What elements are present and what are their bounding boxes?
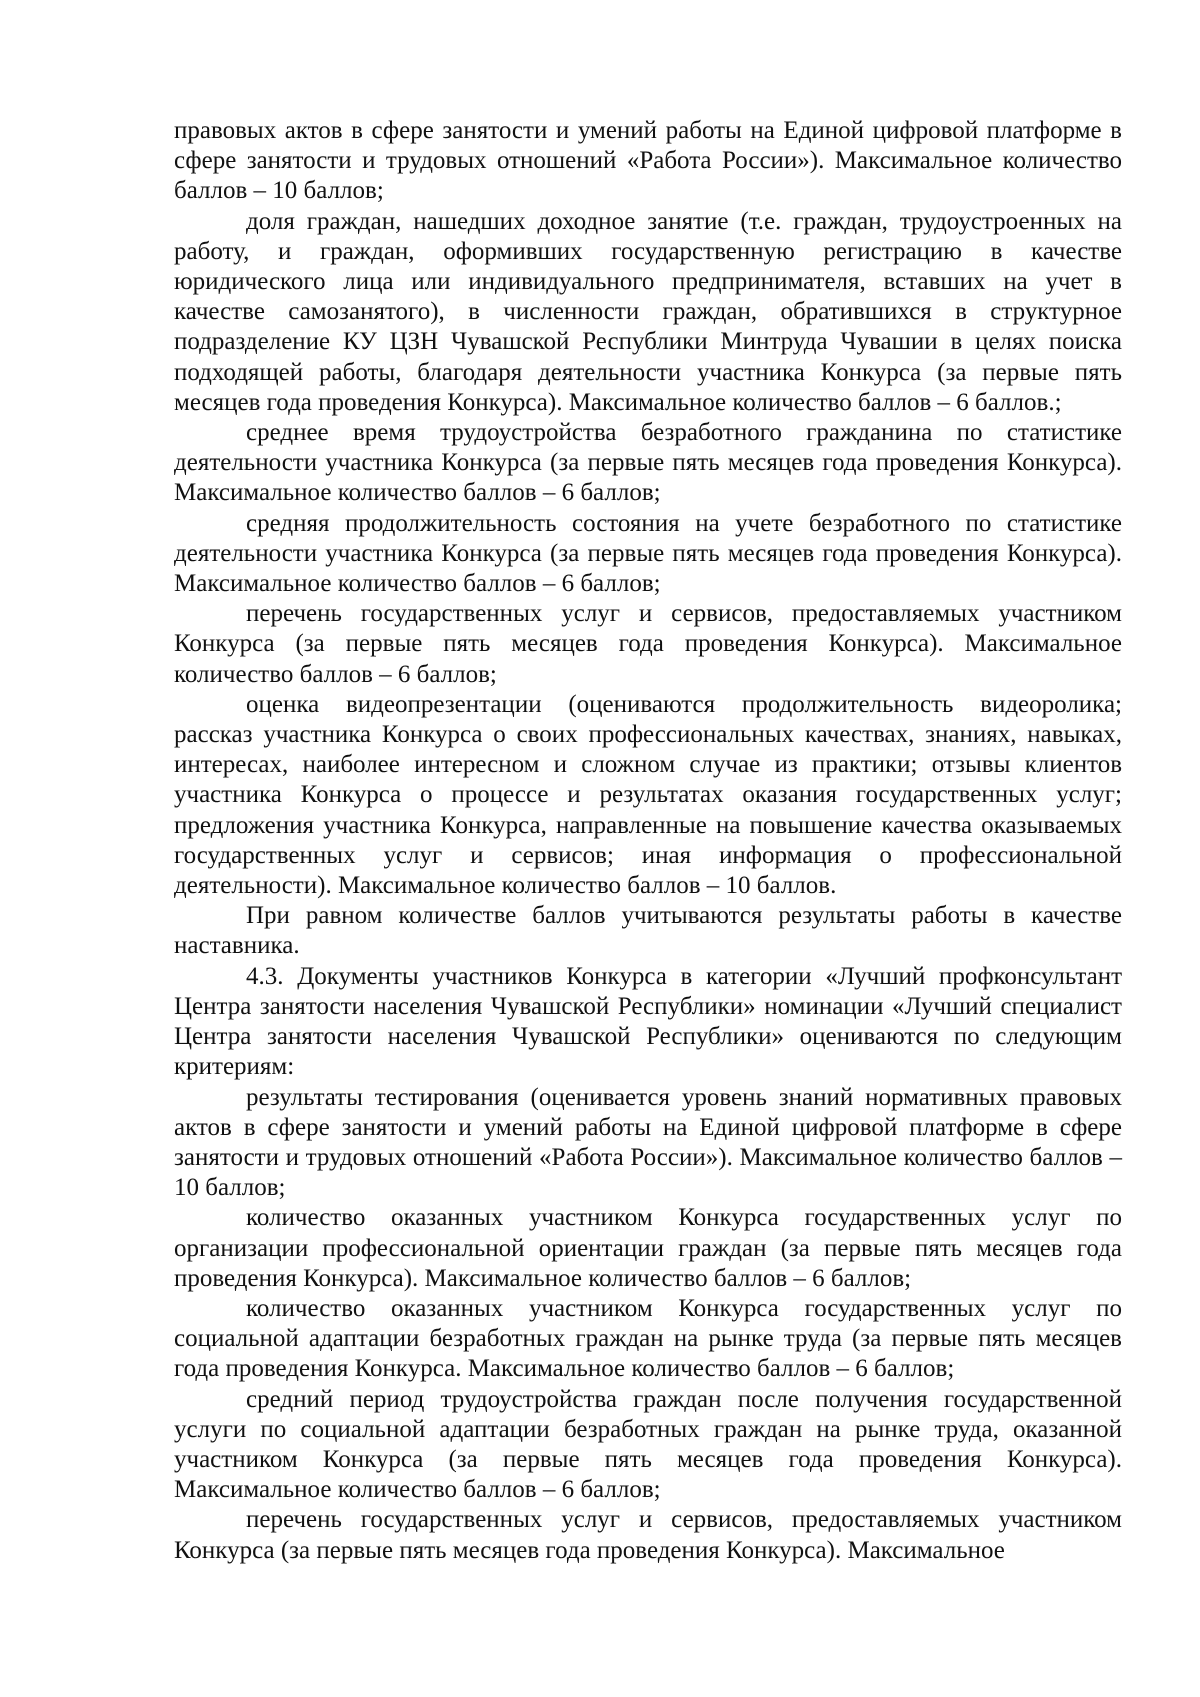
paragraph-social-adaptation-services: количество оказанных участником Конкурса государственных услуг по социальной адаптации безработных граждан на рынке труда (за первые пять месяцев года проведения Конкурса. Максимальное количество баллов – 6 баллов; bbox=[174, 1294, 1122, 1383]
paragraph-section-4-3: 4.3. Документы участников Конкурса в категории «Лучший профконсультант Центра занятости населения Чувашской Республики» номинации «Лучший специалист Центра занятости населения Чувашской Республики» оцениваются по следующим критериям: bbox=[174, 962, 1122, 1081]
paragraph-career-guidance-services: количество оказанных участником Конкурса государственных услуг по организации профессиональной ориентации граждан (за первые пять месяцев года проведения Конкурса). Максимальное количество баллов – 6 баллов; bbox=[174, 1204, 1122, 1292]
paragraph-share-employed: доля граждан, нашедших доходное занятие (т.е. граждан, трудоустроенных на работу, и граждан, оформивших государственную регистрацию в качестве юридического лица или индивидуального предпринимателя, вставших на учет в качестве самозанятого), в численности граждан, обратившихся в структурное подразделение КУ ЦЗН Чувашской Республики Минтруда Чувашии в целях поиска подходящей работы, благодаря деятельности участника Конкурса (за первые пять месяцев года проведения Конкурса). Максимальное количество баллов – 6 баллов.; bbox=[174, 207, 1122, 416]
paragraph-services-list-2: перечень государственных услуг и сервисов, предоставляемых участником Конкурса (за первые пять месяцев года проведения Конкурса). Максимальное bbox=[174, 1506, 1122, 1564]
paragraph-continuation: правовых актов в сфере занятости и умений работы на Единой цифровой платформе в сфере занятости и трудовых отношений «Работа России»). Максимальное количество баллов – 10 баллов; bbox=[174, 117, 1122, 205]
paragraph-services-list: перечень государственных услуг и сервисов, предоставляемых участником Конкурса (за первые пять месяцев года проведения Конкурса). Максимальное количество баллов – 6 баллов; bbox=[174, 600, 1122, 688]
paragraph-testing-results: результаты тестирования (оценивается уровень знаний нормативных правовых актов в сфере занятости и умений работы на Единой цифровой платформе в сфере занятости и трудовых отношений «Работа России»). Максимальное количество баллов – 10 баллов; bbox=[174, 1083, 1122, 1202]
paragraph-avg-registration-duration: средняя продолжительность состояния на учете безработного по статистике деятельности участника Конкурса (за первые пять месяцев года проведения Конкурса). Максимальное количество баллов – 6 баллов; bbox=[174, 509, 1122, 598]
paragraph-video-presentation: оценка видеопрезентации (оцениваются продолжительность видеоролика; рассказ участника Конкурса о своих профессиональных качествах, знаниях, навыках, интересах, наиболее интересном и сложном случае из практики; отзывы клиентов участника Конкурса о процессе и результатах оказания государственных услуг; предложения участника Конкурса, направленные на повышение качества оказываемых государственных услуг и сервисов; иная информация о профессиональной деятельности). Максимальное количество баллов – 10 баллов. bbox=[174, 690, 1122, 900]
paragraph-equal-scores: При равном количестве баллов учитываются результаты работы в качестве наставника. bbox=[174, 902, 1122, 960]
document-page bbox=[174, 116, 1122, 1566]
paragraph-avg-employment-period: средний период трудоустройства граждан после получения государственной услуги по социальной адаптации безработных граждан на рынке труда, оказанной участником Конкурса (за первые пять месяцев года проведения Конкурса). Максимальное количество баллов – 6 баллов; bbox=[174, 1385, 1122, 1504]
paragraph-avg-employment-time: среднее время трудоустройства безработного гражданина по статистике деятельности участника Конкурса (за первые пять месяцев года проведения Конкурса). Максимальное количество баллов – 6 баллов; bbox=[174, 419, 1122, 507]
